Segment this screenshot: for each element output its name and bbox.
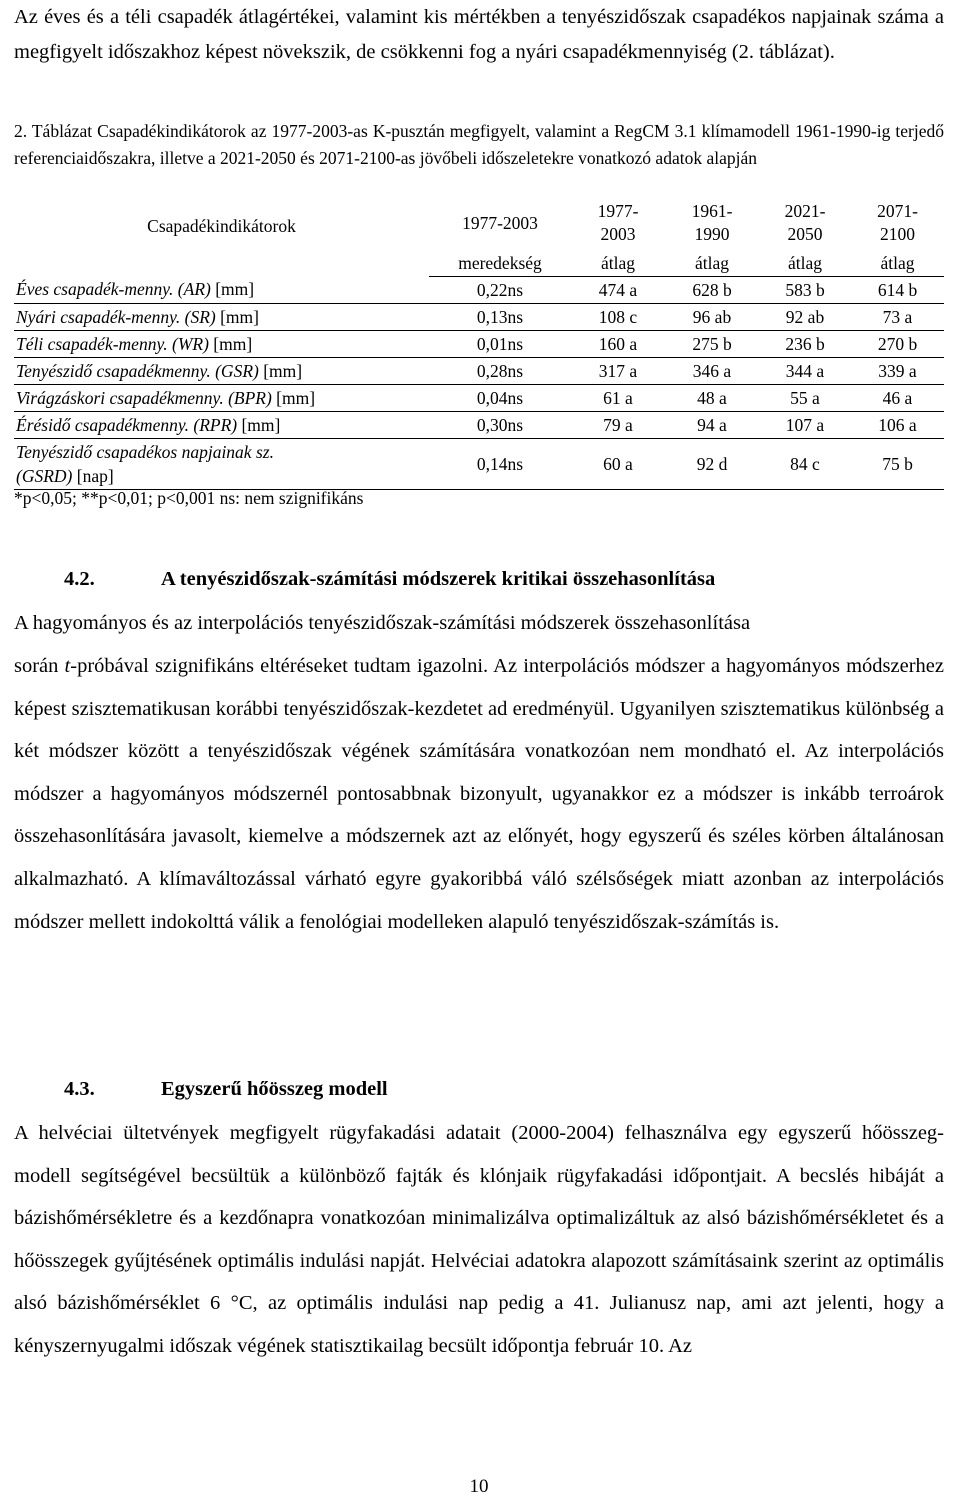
section-number: 4.3. [64,1078,95,1100]
row-label: Virágzáskori csapadékmenny. (BPR) [mm] [14,385,429,412]
section-number: 4.2. [64,568,95,590]
table-cell: 236 b [759,331,851,358]
table-cell: 60 a [571,439,665,490]
table-cell: 275 b [665,331,759,358]
section-title: Egyszerű hőösszeg modell [161,1078,388,1100]
table-row [14,331,944,358]
header-metric: átlag [571,250,665,277]
table-cell: 0,04ns [429,385,571,412]
table-cell: 107 a [759,412,851,439]
row-label: Érésidő csapadékmenny. (RPR) [mm] [14,412,429,439]
header-metric: átlag [665,250,759,277]
table-cell: 84 c [759,439,851,490]
table-cell: 92 d [665,439,759,490]
table-cell: 160 a [571,331,665,358]
row-label: Tenyészidő csapadékmenny. (GSR) [mm] [14,358,429,385]
header-period: 1977-2003 [462,212,538,233]
table-cell: 73 a [851,304,944,331]
table-cell: 270 b [851,331,944,358]
table-cell: 614 b [851,277,944,304]
page-number: 10 [469,1476,489,1497]
row-label: Nyári csapadék-menny. (SR) [mm] [14,304,429,331]
table-cell: 0,30ns [429,412,571,439]
header-metric: átlag [851,250,944,277]
table-cell: 339 a [851,358,944,385]
header-label: Csapadékindikátorok [147,215,296,236]
table-cell: 106 a [851,412,944,439]
header-metric: meredekség [429,250,571,277]
table-cell: 75 b [851,439,944,490]
header-period: 2021- 2050 [784,201,826,244]
table-row [14,304,944,331]
table-cell: 0,13ns [429,304,571,331]
table-cell: 0,22ns [429,277,571,304]
table-cell: 0,01ns [429,331,571,358]
paragraph: A helvéciai ültetvények megfigyelt rügyfakadási adatait (2000-2004) felhasználva egy egyszerű hőösszeg-modell segítségével becsültük a különböző fajták és klónjaik rügyfakadási időpontjait. A becslés hibáját a bázishőmérsékletre és a kezdőnapra vonatkozóan minimalizálva optimalizáltuk az alsó bázishőmérsékletet és a hőösszegek gyűjtésének optimális indulási napját. Helvéciai adatokra alapozott számításaink szerint az optimális alsó bázishőmérséklet 6 °C, az optimális indulási nap pedig a 41. Julianusz nap, ami azt jelenti, hogy a kényszernyugalmi időszak végének statisztikailag becsült időpontja február 10. Az [14,1122,944,1357]
table-cell: 108 c [571,304,665,331]
table-cell: 317 a [571,358,665,385]
table-cell: 94 a [665,412,759,439]
table-cell: 344 a [759,358,851,385]
table-cell: 628 b [665,277,759,304]
row-label: Tenyészidő csapadékos napjainak sz. (GSRD) [nap] [14,439,429,490]
intro-paragraph: Az éves és a téli csapadék átlagértékei, valamint kis mértékben a tenyészidőszak csapadékos napjainak száma a megfigyelt időszakhoz képest növekszik, de csökkenni fog a nyári csapadékmennyiség (2. táblázat). [14,6,944,63]
table-cell: 474 a [571,277,665,304]
header-period: 2071- 2100 [877,201,918,244]
table-row [14,439,944,490]
table-row [14,277,944,304]
table-row [14,412,944,439]
table-header-periods [14,196,944,250]
table-footnote: *p<0,05; **p<0,01; p<0,001 ns: nem szignifikáns [14,488,364,508]
table-cell: 583 b [759,277,851,304]
row-label: Éves csapadék-menny. (AR) [mm] [14,277,429,304]
table-caption: 2. Táblázat Csapadékindikátorok az 1977-2003-as K-pusztán megfigyelt, valamint a RegCM 3.1 klímamodell 1961-1990-ig terjedő referenciaidőszakra, illetve a 2021-2050 és 2071-2100-as jövőbeli időszeletekre vonatkozó adatok alapján [14,121,944,168]
paragraph: A hagyományos és az interpolációs tenyészidőszak-számítási módszerek összehasonlítása [14,612,751,634]
table-cell: 92 ab [759,304,851,331]
table-cell: 96 ab [665,304,759,331]
table-cell: 48 a [665,385,759,412]
header-metric: átlag [759,250,851,277]
table-cell: 79 a [571,412,665,439]
table-cell: 346 a [665,358,759,385]
header-period: 1961- 1990 [691,201,733,244]
table-cell: 46 a [851,385,944,412]
header-period: 1977- 2003 [597,201,639,244]
table-row [14,358,944,385]
precipitation-table [14,196,944,490]
table-row [14,385,944,412]
table-cell: 0,28ns [429,358,571,385]
paragraph: során t-próbával szignifikáns eltéréseket tudtam igazolni. Az interpolációs módszer a hagyományos módszerhez képest szisztematikusan korábbi tenyészidőszak-kezdetet ad eredményül. Ugyanilyen szisztematikus különbség a két módszer között a tenyészidőszak végének számítására vonatkozóan nem mondható el. Az interpolációs módszer a hagyományos módszernél pontosabbnak bizonyult, ugyanakkor ez a módszer is inkább terroárok összehasonlítására javasolt, kiemelve a módszernek azt az előnyét, hogy egyszerű és széles körben általánosan alkalmazható. A klímaváltozással várható egyre gyakoribbá váló szélsőségek miatt azonban az interpolációs módszer mellett indokolttá válik a fenológiai modelleken alapuló tenyészidőszak-számítás is. [14,655,944,933]
table-cell: 0,14ns [429,439,571,490]
row-label: Téli csapadék-menny. (WR) [mm] [14,331,429,358]
table-cell: 55 a [759,385,851,412]
table-cell: 61 a [571,385,665,412]
section-title: A tenyészidőszak-számítási módszerek kritikai összehasonlítása [161,568,716,590]
